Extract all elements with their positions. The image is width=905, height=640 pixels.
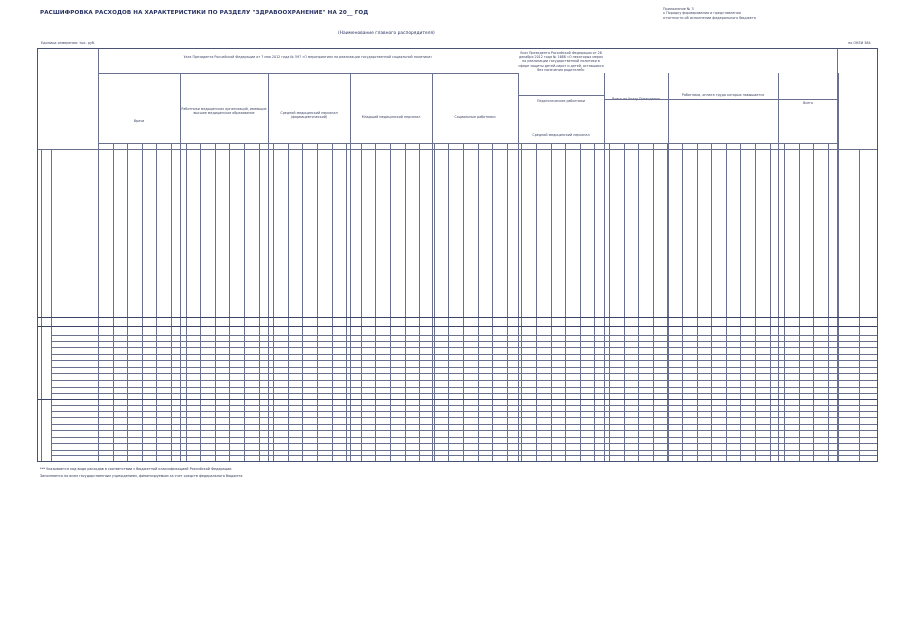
approval-line: отчетности об исполнении федерального бюджета xyxy=(663,15,756,20)
grid-line xyxy=(521,143,522,461)
subgroup-workers: Работники, оплата труда которых повышается xyxy=(681,93,765,97)
grid-line xyxy=(770,143,771,461)
subgroup-higher-ed: Работники медицинских организаций, имеющие высшее медицинское образование xyxy=(181,107,267,116)
grid-line xyxy=(755,143,756,461)
expense-table xyxy=(37,48,878,462)
grid-line xyxy=(288,143,289,461)
grid-line xyxy=(38,399,877,400)
grid-line xyxy=(98,73,518,74)
grid-line xyxy=(51,341,877,342)
grid-line xyxy=(390,143,391,461)
grid-line xyxy=(432,73,433,461)
grid-line xyxy=(171,143,172,461)
grid-line xyxy=(38,149,877,150)
units-label: Единица измерения: тыс. руб. xyxy=(41,41,96,45)
page-subtitle: (Наименование главного распорядителя) xyxy=(338,31,435,36)
grid-line xyxy=(350,73,351,461)
subgroup-junior-staff: Младший медицинский персонал xyxy=(361,115,421,119)
grid-line xyxy=(740,143,741,461)
grid-line xyxy=(551,143,552,461)
grid-line xyxy=(51,149,52,461)
grid-line xyxy=(536,143,537,461)
grid-line xyxy=(492,143,493,461)
grid-line xyxy=(51,437,877,438)
grid-line xyxy=(51,443,877,444)
grid-line xyxy=(518,73,519,461)
grid-line xyxy=(478,143,479,461)
page-title: РАСШИФРОВКА РАСХОДОВ НА ХАРАКТЕРИСТИКИ ПО РАЗДЕЛУ "ЗДРАВООХРАНЕНИЕ" НА 20__ ГОД xyxy=(40,10,369,16)
grid-line xyxy=(726,143,727,461)
grid-line xyxy=(653,143,654,461)
grid-line xyxy=(215,143,216,461)
grid-line xyxy=(127,143,128,461)
grid-line xyxy=(41,149,42,461)
subgroup-mid-staff: Средний медицинский персонал (фармацевтический) xyxy=(280,111,338,120)
grid-line xyxy=(51,347,877,348)
grid-line xyxy=(51,335,877,336)
grid-line xyxy=(667,143,668,461)
grid-line xyxy=(156,143,157,461)
subgroup-social: Социальные работники xyxy=(454,115,496,119)
grid-line xyxy=(405,143,406,461)
footnote-1: *** Указывается код вида расходов в соответствии с бюджетной классификацией Российской Федерации xyxy=(40,467,232,471)
grid-line xyxy=(51,354,877,355)
grid-line xyxy=(51,411,877,412)
grid-line xyxy=(624,143,625,461)
grid-line xyxy=(697,143,698,461)
grid-line xyxy=(113,143,114,461)
grid-line xyxy=(200,143,201,461)
grid-line xyxy=(268,73,269,461)
approval-line: к Порядку формирования и представления xyxy=(663,11,741,16)
grid-line xyxy=(711,143,712,461)
grid-line xyxy=(507,143,508,461)
grid-line xyxy=(51,405,877,406)
footnote-2: Заполняется по всем государственным учреждениям, финансируемым за счет средств федерального бюджета xyxy=(40,474,243,478)
grid-line xyxy=(609,143,610,461)
grid-line xyxy=(828,143,829,461)
grid-line xyxy=(51,393,877,394)
grid-line xyxy=(51,367,877,368)
grid-line xyxy=(594,143,595,461)
grid-line xyxy=(463,143,464,461)
grid-line xyxy=(51,455,877,456)
grid-line xyxy=(434,143,435,461)
grid-line xyxy=(98,143,99,461)
grid-line xyxy=(186,143,187,461)
grid-line xyxy=(273,143,274,461)
grid-line xyxy=(317,143,318,461)
grid-line xyxy=(859,149,860,461)
grid-line xyxy=(813,143,814,461)
grid-line xyxy=(51,360,877,361)
grid-line xyxy=(51,373,877,374)
grid-line xyxy=(38,317,877,318)
grid-line xyxy=(229,143,230,461)
grid-line xyxy=(51,387,877,388)
grid-line xyxy=(682,143,683,461)
grid-line xyxy=(375,143,376,461)
grid-line xyxy=(332,143,333,461)
subgroup-mid-medical: Средний медицинский персонал xyxy=(532,133,590,137)
grid-line xyxy=(51,424,877,425)
grid-line xyxy=(778,73,779,461)
grid-line xyxy=(604,73,605,461)
subgroup-total: Всего xyxy=(803,101,813,105)
grid-line xyxy=(784,143,785,461)
approval-line: Приложение № 3 xyxy=(663,7,694,11)
grid-line xyxy=(244,143,245,461)
grid-line xyxy=(51,450,877,451)
grid-line xyxy=(448,143,449,461)
group-header-1688: Указ Президента Российской Федерации от 28 декабря 2012 года № 1688 «О некоторых мерах по реализации государственной политики в сфере защиты детей-сирот и детей, оставшихся без попечения родителей» xyxy=(518,51,604,72)
approval-block xyxy=(663,7,873,20)
subgroup-pedagogical: Педагогические работники xyxy=(537,99,585,103)
grid-line xyxy=(565,143,566,461)
grid-line xyxy=(51,430,877,431)
grid-line xyxy=(419,143,420,461)
grid-line xyxy=(51,417,877,418)
subgroup-total-ukaz: Всего по Указу Президента xyxy=(612,97,660,101)
subgroup-doctors: Врачи xyxy=(133,119,145,123)
grid-line xyxy=(142,143,143,461)
grid-line xyxy=(302,143,303,461)
grid-line xyxy=(668,73,669,461)
group-header-597: Указ Президента Российской Федерации от 7 мая 2012 года № 597 «О мероприятиях по реализации государственной социальной политики» xyxy=(183,55,433,59)
grid-line xyxy=(346,143,347,461)
grid-line xyxy=(638,143,639,461)
grid-line xyxy=(361,143,362,461)
grid-line xyxy=(51,380,877,381)
grid-line xyxy=(518,95,604,96)
grid-line xyxy=(604,99,837,100)
grid-line xyxy=(38,326,877,327)
grid-line xyxy=(259,143,260,461)
grid-line xyxy=(180,73,181,461)
grid-line xyxy=(580,143,581,461)
grid-line xyxy=(838,73,839,461)
grid-line xyxy=(799,143,800,461)
okei-code: по ОКЕИ 384 xyxy=(848,41,871,45)
